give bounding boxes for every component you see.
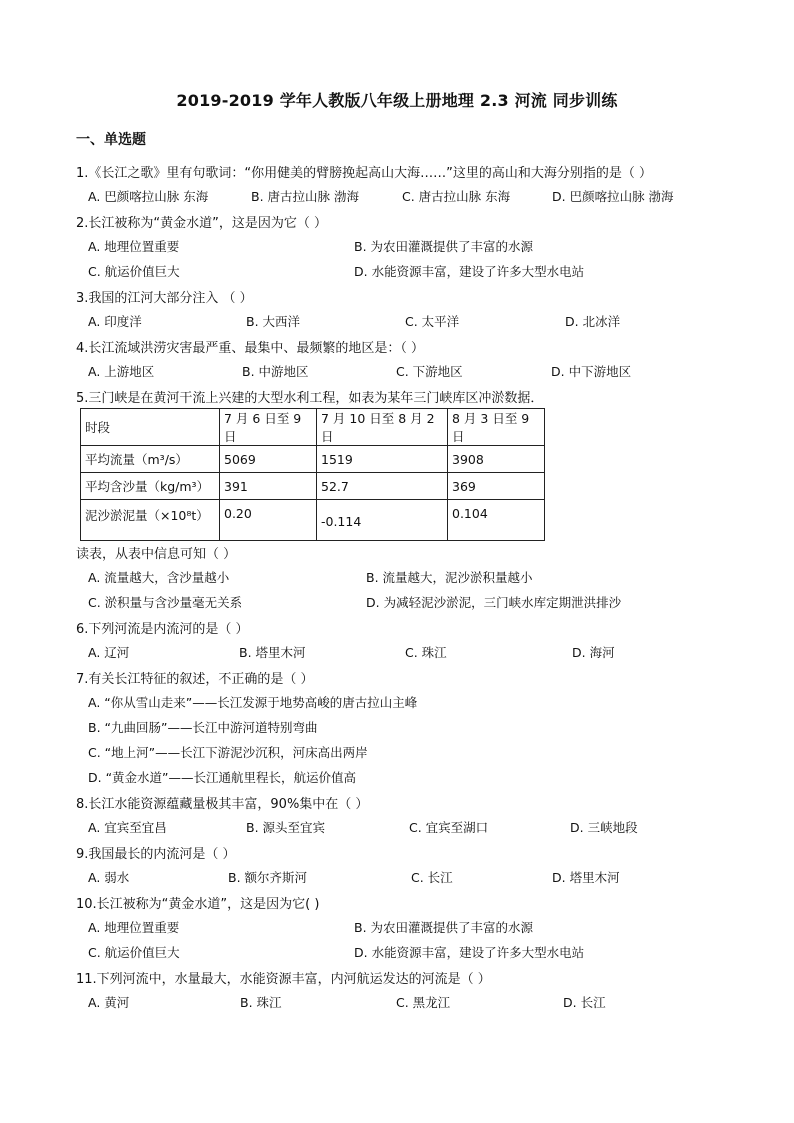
question-3: 3.我国的江河大部分注入 （ ） — [76, 291, 253, 306]
question-7: 7.有关长江特征的叙述，不正确的是（ ） — [76, 672, 314, 687]
q1-option-c[interactable]: C. 唐古拉山脉 东海 — [402, 189, 511, 204]
q7-option-d[interactable]: D. “黄金水道”——长江通航里程长，航运价值高 — [88, 770, 357, 785]
q2-option-b[interactable]: B. 为农田灌溉提供了丰富的水源 — [354, 239, 534, 254]
q2-option-c[interactable]: C. 航运价值巨大 — [88, 264, 180, 279]
question-4: 4.长江流域洪涝灾害最严重、最集中、最频繁的地区是：（ ） — [76, 341, 425, 356]
q5-option-a[interactable]: A. 流量越大，含沙量越小 — [88, 570, 230, 585]
q7-option-b[interactable]: B. “九曲回肠”——长江中游河道特别弯曲 — [88, 720, 318, 735]
q11-option-a[interactable]: A. 黄河 — [88, 995, 130, 1010]
q11-option-b[interactable]: B. 珠江 — [240, 995, 282, 1010]
reservoir-data-table — [80, 408, 545, 541]
q10-option-a[interactable]: A. 地理位置重要 — [88, 920, 180, 935]
q1-option-d[interactable]: D. 巴颜喀拉山脉 渤海 — [552, 189, 674, 204]
table-cell: 3908 — [448, 446, 545, 473]
q6-option-c[interactable]: C. 珠江 — [405, 645, 447, 660]
table-header-cell: 7 月 6 日至 9 日 — [220, 409, 317, 446]
section-heading: 一、单选题 — [76, 132, 146, 148]
question-5-prompt: 读表，从表中信息可知（ ） — [76, 547, 237, 562]
question-2: 2.长江被称为“黄金水道”，这是因为它（ ） — [76, 216, 328, 231]
q11-option-d[interactable]: D. 长江 — [563, 995, 606, 1010]
q4-option-d[interactable]: D. 中下游地区 — [551, 364, 632, 379]
q5-option-d[interactable]: D. 为减轻泥沙淤泥，三门峡水库定期泄洪排沙 — [366, 595, 622, 610]
q9-option-d[interactable]: D. 塔里木河 — [552, 870, 620, 885]
table-header-cell: 时段 — [81, 409, 220, 446]
q8-option-b[interactable]: B. 源头至宜宾 — [246, 820, 326, 835]
table-cell — [448, 500, 545, 541]
q6-option-b[interactable]: B. 塔里木河 — [239, 645, 306, 660]
q9-option-a[interactable]: A. 弱水 — [88, 870, 130, 885]
q8-option-d[interactable]: D. 三峡地段 — [570, 820, 638, 835]
table-cell — [317, 500, 448, 541]
q8-option-a[interactable]: A. 宜宾至宜昌 — [88, 820, 167, 835]
q9-option-b[interactable]: B. 额尔齐斯河 — [228, 870, 308, 885]
question-5: 5.三门峡是在黄河干流上兴建的大型水利工程，如表为某年三门峡库区冲淤数据． — [76, 391, 544, 406]
table-header-row — [81, 409, 545, 446]
page-title: 2019-2019 学年人教版八年级上册地理 2.3 河流 同步训练 — [176, 91, 618, 110]
table-row — [81, 446, 545, 473]
q5-option-b[interactable]: B. 流量越大，泥沙淤积量越小 — [366, 570, 533, 585]
question-1: 1.《长江之歌》里有句歌词：“你用健美的臂膀挽起高山大海……”这里的高山和大海分别指的是（ ） — [76, 166, 653, 181]
q3-option-b[interactable]: B. 大西洋 — [246, 314, 301, 329]
q7-option-c[interactable]: C. “地上河”——长江下游泥沙沉积，河床高出两岸 — [88, 745, 368, 760]
table-cell — [81, 500, 220, 541]
q7-option-a[interactable]: A. “你从雪山走来”——长江发源于地势高峻的唐古拉山主峰 — [88, 695, 418, 710]
q1-option-a[interactable]: A. 巴颜喀拉山脉 东海 — [88, 189, 209, 204]
q10-option-c[interactable]: C. 航运价值巨大 — [88, 945, 180, 960]
q5-option-c[interactable]: C. 淤积量与含沙量毫无关系 — [88, 595, 243, 610]
table-row — [81, 473, 545, 500]
q2-option-d[interactable]: D. 水能资源丰富，建设了许多大型水电站 — [354, 264, 585, 279]
table-cell-text: -0.114 — [321, 514, 362, 529]
table-cell: 369 — [448, 473, 545, 500]
q6-option-d[interactable]: D. 海河 — [572, 645, 615, 660]
table-row — [81, 500, 545, 541]
table-cell: 平均含沙量（kg/m³） — [81, 473, 220, 500]
table-cell-text: 泥沙淤泥量（×10⁸t） — [85, 508, 209, 523]
table-cell: 平均流量（m³/s） — [81, 446, 220, 473]
q4-option-c[interactable]: C. 下游地区 — [396, 364, 463, 379]
q3-option-a[interactable]: A. 印度洋 — [88, 314, 142, 329]
q4-option-b[interactable]: B. 中游地区 — [242, 364, 309, 379]
q9-option-c[interactable]: C. 长江 — [411, 870, 453, 885]
q6-option-a[interactable]: A. 辽河 — [88, 645, 130, 660]
question-9: 9.我国最长的内流河是（ ） — [76, 847, 236, 862]
table-header-cell: 7 月 10 日至 8 月 2 日 — [317, 409, 448, 446]
q1-option-b[interactable]: B. 唐古拉山脉 渤海 — [251, 189, 359, 204]
table-cell-text: 0.20 — [224, 506, 252, 521]
question-6: 6.下列河流是内流河的是（ ） — [76, 622, 249, 637]
q11-option-c[interactable]: C. 黑龙江 — [396, 995, 451, 1010]
q10-option-b[interactable]: B. 为农田灌溉提供了丰富的水源 — [354, 920, 534, 935]
table-cell — [220, 500, 317, 541]
q10-option-d[interactable]: D. 水能资源丰富，建设了许多大型水电站 — [354, 945, 585, 960]
q4-option-a[interactable]: A. 上游地区 — [88, 364, 155, 379]
question-8: 8.长江水能资源蕴藏量极其丰富，90%集中在（ ） — [76, 797, 369, 812]
table-cell: 52.7 — [317, 473, 448, 500]
table-cell: 1519 — [317, 446, 448, 473]
q3-option-d[interactable]: D. 北冰洋 — [565, 314, 621, 329]
table-cell: 5069 — [220, 446, 317, 473]
table-cell-text: 0.104 — [452, 506, 488, 521]
question-10: 10.长江被称为“黄金水道”，这是因为它( ) — [76, 897, 320, 912]
q2-option-a[interactable]: A. 地理位置重要 — [88, 239, 180, 254]
q3-option-c[interactable]: C. 太平洋 — [405, 314, 460, 329]
table-header-cell: 8 月 3 日至 9 日 — [448, 409, 545, 446]
question-11: 11.下列河流中，水量最大，水能资源丰富，内河航运发达的河流是（ ） — [76, 972, 491, 987]
q8-option-c[interactable]: C. 宜宾至湖口 — [409, 820, 489, 835]
table-cell: 391 — [220, 473, 317, 500]
